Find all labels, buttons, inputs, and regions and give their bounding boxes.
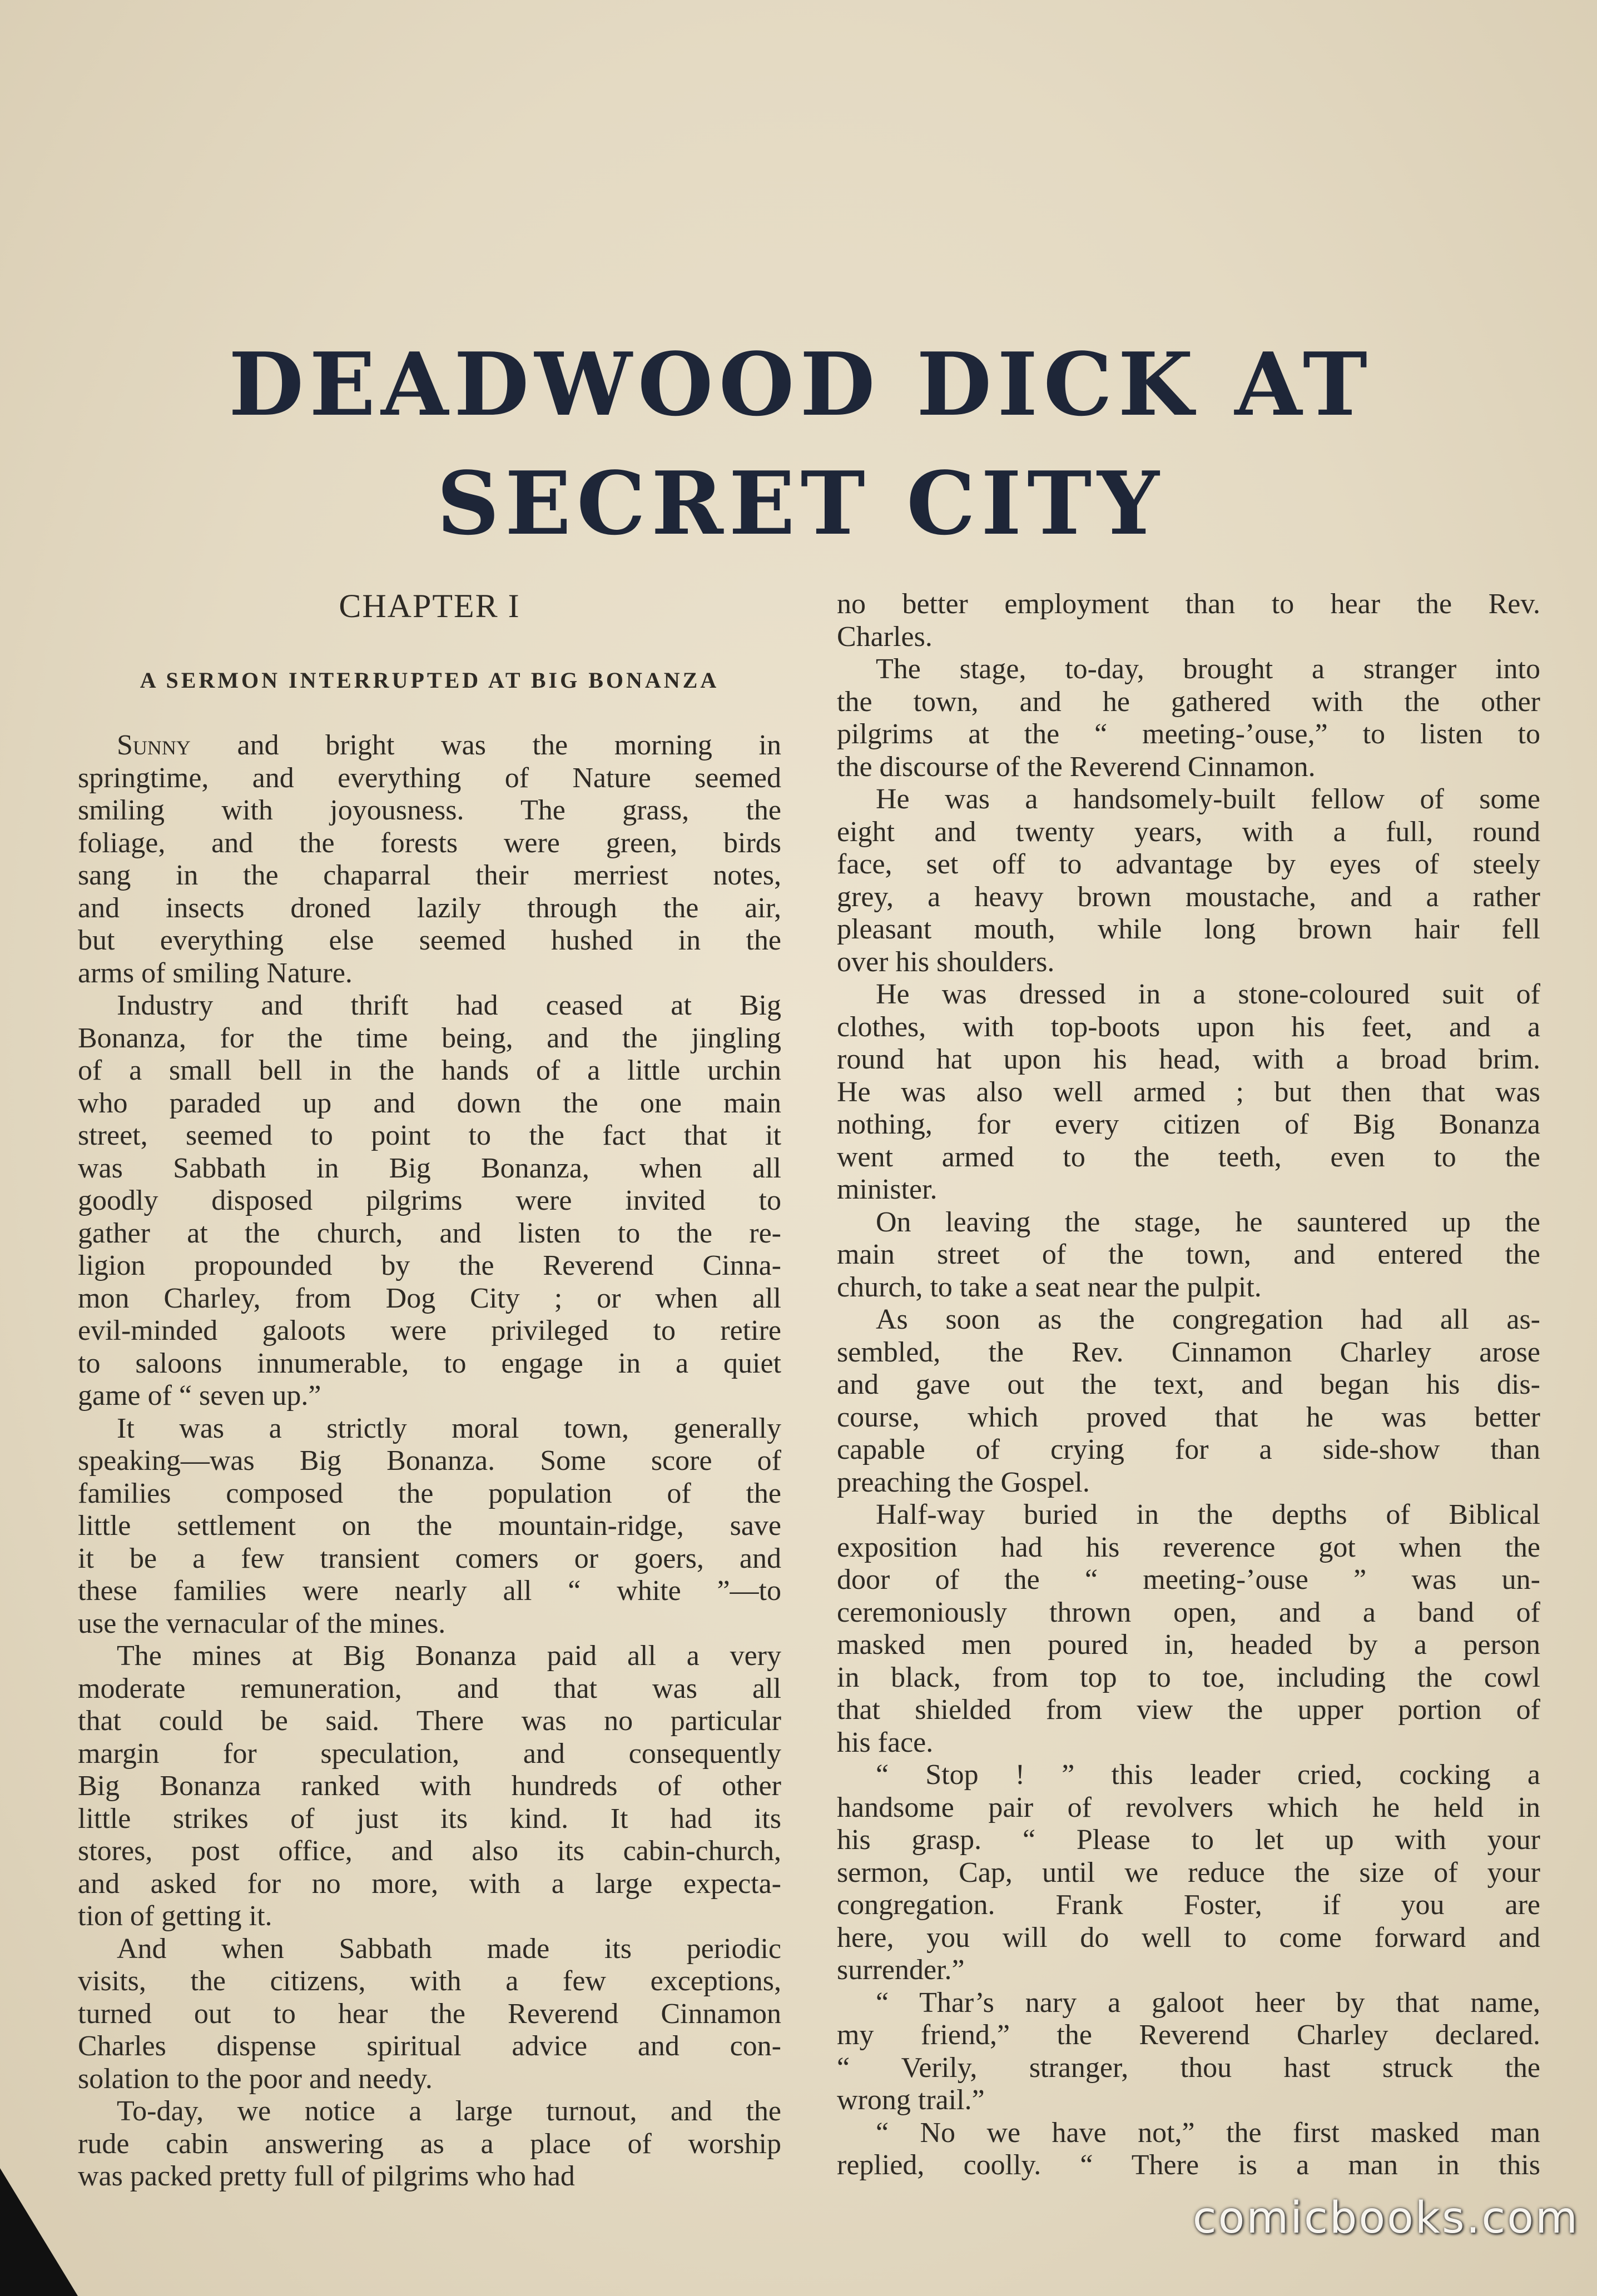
text-line: springtime, and everything of Nature seemed: [78, 762, 781, 794]
text-line: [78, 729, 781, 762]
paragraph: [837, 653, 1540, 783]
text-line: sembled, the Rev. Cinnamon Charley arose: [837, 1336, 1540, 1368]
text-line: and insects droned lazily through the air,: [78, 892, 781, 924]
text-line: door of the “ meeting-’ouse ” was un-: [837, 1564, 1540, 1596]
text-line: the discourse of the Reverend Cinnamon.: [837, 751, 1316, 783]
text-line: preaching the Gospel.: [837, 1466, 1090, 1498]
watermark: comicbooks.com: [1192, 2193, 1579, 2243]
chapter-subtitle: A SERMON INTERRUPTED AT BIG BONANZA: [140, 668, 720, 693]
paragraph: [78, 729, 781, 990]
text-line: tion of getting it.: [78, 1900, 272, 1932]
text-line: exposition had his reverence got when the: [837, 1531, 1540, 1563]
chapter-heading: CHAPTER I: [339, 588, 520, 624]
text-line: The mines at Big Bonanza paid all a very: [117, 1640, 781, 1672]
text-line: street, seemed to point to the fact that it: [78, 1120, 781, 1151]
text-line: visits, the citizens, with a few exceptions,: [78, 1965, 781, 1997]
story-title: [111, 325, 1490, 563]
paragraph: [837, 2117, 1540, 2182]
paragraph: [837, 1206, 1540, 1304]
text-line: masked men poured in, headed by a person: [837, 1629, 1540, 1661]
text-line: went armed to the teeth, even to the: [837, 1141, 1540, 1173]
text-line: little settlement on the mountain-ridge, save: [78, 1510, 781, 1542]
text-line: And when Sabbath made its periodic: [117, 1932, 781, 1965]
text-line: replied, coolly. “ There is a man in this: [837, 2149, 1540, 2181]
text-line: and gave out the text, and began his dis-: [837, 1369, 1540, 1400]
text-line: grey, a heavy brown moustache, and a rather: [837, 881, 1540, 913]
text-line: it be a few transient comers or goers, and: [78, 1542, 781, 1574]
text-line: foliage, and the forests were green, birds: [78, 827, 781, 859]
text-line: He was also well armed ; but then that was: [837, 1076, 1540, 1108]
text-line: The stage, to-day, brought a stranger into: [876, 653, 1540, 685]
text-line: He was a handsomely-built fellow of some: [876, 783, 1540, 815]
paragraph: [78, 1933, 781, 2096]
text-line: no better employment than to hear the Rev.: [837, 588, 1540, 620]
text-line: wrong trail.”: [837, 2084, 985, 2116]
text-line: these families were nearly all “ white ”—to: [78, 1575, 781, 1607]
text-line: clothes, with top-boots upon his feet, and a: [837, 1011, 1540, 1043]
text-line: To-day, we notice a large turnout, and the: [117, 2095, 781, 2127]
paragraph: [837, 1759, 1540, 1987]
text-line: arms of smiling Nature.: [78, 957, 353, 989]
text-line: church, to take a seat near the pulpit.: [837, 1271, 1262, 1303]
text-line: capable of crying for a side-show than: [837, 1434, 1540, 1465]
paragraph: [837, 588, 1540, 653]
page-corner-shadow: [0, 2168, 78, 2296]
text-line: here, you will do well to come forward and: [837, 1921, 1540, 1954]
text-line: of a small bell in the hands of a little urchin: [78, 1055, 781, 1086]
text-line: Bonanza, for the time being, and the jingling: [78, 1022, 781, 1054]
text-line: evil-minded galoots were privileged to retire: [78, 1315, 781, 1346]
text-line: his face.: [837, 1726, 934, 1758]
text-line: Big Bonanza ranked with hundreds of other: [78, 1770, 781, 1802]
text-line: use the vernacular of the mines.: [78, 1607, 446, 1639]
text-line: who paraded up and down the one main: [78, 1087, 781, 1119]
text-line: It was a strictly moral town, generally: [117, 1412, 781, 1444]
left-column-text: [78, 729, 781, 2193]
text-line: in black, from top to toe, including the cowl: [837, 1661, 1540, 1693]
text-line: “ Verily, stranger, thou hast struck the: [837, 2051, 1540, 2084]
text-line: smiling with joyousness. The grass, the: [78, 794, 781, 826]
text-line: the town, and he gathered with the other: [837, 685, 1540, 718]
text-line: solation to the poor and needy.: [78, 2063, 433, 2095]
text-line: face, set off to advantage by eyes of steely: [837, 848, 1540, 880]
text-line: main street of the town, and entered the: [837, 1239, 1540, 1270]
text-line: moderate remuneration, and that was all: [78, 1672, 781, 1704]
paragraph: [837, 1987, 1540, 2117]
text-line: was packed pretty full of pilgrims who had: [78, 2160, 575, 2192]
right-column: [837, 588, 1540, 2182]
text-line: pleasant mouth, while long brown hair fell: [837, 913, 1540, 945]
text-line: surrender.”: [837, 1954, 965, 1986]
opening-word: Sunny: [117, 729, 191, 761]
text-line: nothing, for every citizen of Big Bonanza: [837, 1109, 1540, 1140]
text-line: He was dressed in a stone-coloured suit of: [876, 978, 1540, 1010]
text-line: margin for speculation, and consequently: [78, 1737, 781, 1770]
paragraph: [78, 1640, 781, 1933]
text-line: mon Charley, from Dog City ; or when all: [78, 1282, 781, 1314]
text-line: Industry and thrift had ceased at Big: [117, 990, 781, 1021]
paragraph: [837, 978, 1540, 1206]
paragraph: [837, 1499, 1540, 1759]
text-line: sermon, Cap, until we reduce the size of your: [837, 1856, 1540, 1889]
text-line: stores, post office, and also its cabin-church,: [78, 1835, 781, 1867]
text-line: little strikes of just its kind. It had its: [78, 1802, 781, 1835]
text-line: congregation. Frank Foster, if you are: [837, 1889, 1540, 1921]
text-line: “ Stop ! ” this leader cried, cocking a: [876, 1759, 1540, 1791]
text-line: goodly disposed pilgrims were invited to: [78, 1185, 781, 1216]
text-line: “ No we have not,” the first masked man: [876, 2116, 1540, 2149]
text-line-rest: and bright was the morning in: [190, 729, 781, 761]
text-line: my friend,” the Reverend Charley declared.: [837, 2019, 1540, 2051]
text-line: ceremoniously thrown open, and a band of: [837, 1596, 1540, 1628]
text-line: that shielded from view the upper portion of: [837, 1694, 1540, 1726]
text-line: sang in the chaparral their merriest notes,: [78, 859, 781, 891]
text-line: that could be said. There was no particular: [78, 1705, 781, 1737]
paragraph: [78, 990, 781, 1413]
story-title-line-1: DEADWOOD DICK AT: [229, 334, 1373, 435]
text-line: game of “ seven up.”: [78, 1380, 321, 1412]
paragraph: [78, 2095, 781, 2193]
text-line: Half-way buried in the depths of Biblical: [876, 1499, 1540, 1530]
text-line: eight and twenty years, with a full, round: [837, 816, 1540, 848]
text-line: minister.: [837, 1174, 938, 1205]
text-line: and asked for no more, with a large expecta-: [78, 1867, 781, 1900]
text-line: pilgrims at the “ meeting-’ouse,” to listen to: [837, 718, 1540, 750]
text-line: ligion propounded by the Reverend Cinna-: [78, 1250, 781, 1281]
text-line: As soon as the congregation had all as-: [876, 1304, 1540, 1335]
text-line: On leaving the stage, he sauntered up the: [876, 1206, 1540, 1238]
paragraph: [78, 1413, 781, 1641]
paragraph: [837, 1304, 1540, 1499]
text-line: but everything else seemed hushed in the: [78, 925, 781, 956]
text-line: speaking—was Big Bonanza. Some score of: [78, 1445, 781, 1477]
text-line: to saloons innumerable, to engage in a quiet: [78, 1347, 781, 1379]
text-line: was Sabbath in Big Bonanza, when all: [78, 1152, 781, 1184]
right-column-text: [837, 588, 1540, 2182]
left-column: [78, 584, 781, 2193]
text-line: families composed the population of the: [78, 1477, 781, 1509]
paragraph: [837, 783, 1540, 978]
text-line: his grasp. “ Please to let up with your: [837, 1824, 1540, 1856]
text-line: “ Thar’s nary a galoot heer by that name,: [876, 1986, 1540, 2019]
text-line: Charles.: [837, 620, 933, 653]
text-line: round hat upon his head, with a broad brim.: [837, 1043, 1540, 1075]
text-line: rude cabin answering as a place of worship: [78, 2128, 781, 2160]
text-line: over his shoulders.: [837, 946, 1055, 978]
text-line: handsome pair of revolvers which he held in: [837, 1791, 1540, 1823]
text-line: course, which proved that he was better: [837, 1401, 1540, 1433]
story-title-line-2: SECRET CITY: [437, 453, 1165, 554]
text-line: gather at the church, and listen to the re-: [78, 1217, 781, 1249]
text-line: turned out to hear the Reverend Cinnamon: [78, 1997, 781, 2030]
text-line: Charles dispense spiritual advice and con-: [78, 2030, 781, 2062]
